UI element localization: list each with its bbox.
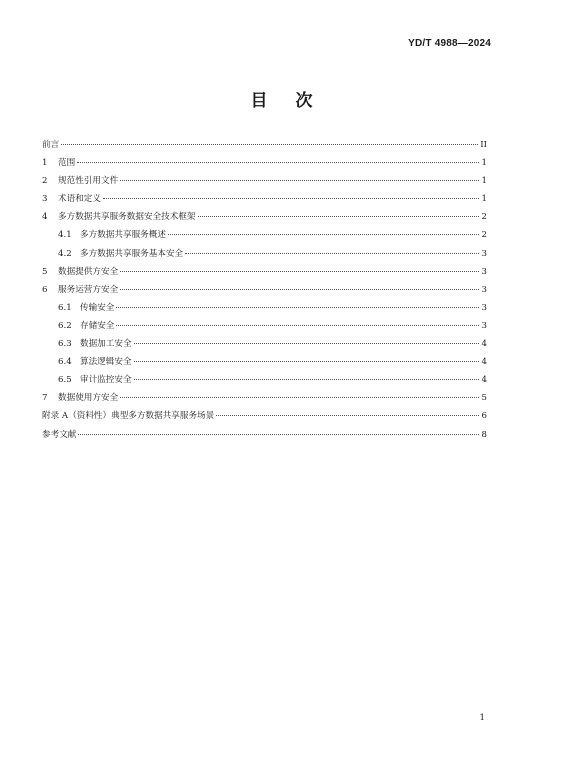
toc-entry-6[interactable]: [42, 281, 487, 299]
toc-entry-number: 6: [42, 284, 48, 295]
toc-entry-page: 1: [481, 158, 487, 169]
toc-entry-page: 8: [481, 429, 487, 440]
toc-entry-number: 5: [42, 266, 48, 277]
toc-entry-page: 3: [481, 266, 487, 277]
toc-entry-number: 3: [42, 194, 48, 205]
toc-entry-number: 2: [42, 176, 48, 187]
toc-entry-appendix-a[interactable]: [42, 407, 487, 425]
toc-entry-label: 数据使用方安全: [58, 393, 119, 404]
toc-leader-dots: [103, 197, 479, 199]
toc-entry-3[interactable]: [42, 190, 487, 208]
toc-entry-label: 附录 A（资料性）典型多方数据共享服务场景: [42, 411, 215, 422]
toc-leader-dots: [120, 396, 479, 398]
toc-entry-number: 6.1: [58, 302, 72, 313]
toc-leader-dots: [216, 414, 479, 416]
toc-entry-label: 前言: [42, 140, 60, 150]
toc-entry-page: 4: [481, 357, 487, 368]
toc-title-char-1: 目: [250, 91, 270, 111]
toc-entry-6-3[interactable]: [42, 335, 487, 353]
toc-entry-5[interactable]: [42, 263, 487, 281]
toc-entry-number: 7: [42, 393, 48, 404]
toc-entry-number: 4.2: [58, 248, 72, 259]
toc-entry-6-1[interactable]: [42, 299, 487, 317]
toc-entry-page: 5: [481, 393, 487, 404]
toc-entry-4-1[interactable]: [42, 226, 487, 244]
toc-entry-number: 6.3: [58, 339, 72, 350]
toc-entry-number: 4.1: [58, 230, 72, 241]
toc-entry-1[interactable]: [42, 154, 487, 172]
toc-entry-label: 范围: [58, 158, 76, 169]
document-code: YD/T 4988—2024: [408, 38, 491, 49]
page-number: 1: [479, 713, 485, 723]
toc-leader-dots: [120, 179, 479, 181]
toc-entry-page: 3: [481, 284, 487, 295]
toc-entry-label: 数据加工安全: [80, 339, 132, 350]
toc-entry-page: 2: [481, 212, 487, 223]
toc-entry-page: II: [480, 140, 487, 150]
toc-leader-dots: [61, 143, 478, 145]
toc-entry-label: 服务运营方安全: [58, 284, 119, 295]
toc-entry-7[interactable]: [42, 389, 487, 407]
toc-leader-dots: [185, 252, 479, 254]
toc-entry-page: 2: [481, 230, 487, 241]
toc-entry-preface[interactable]: [42, 136, 487, 154]
toc-entry-label: 数据提供方安全: [58, 266, 119, 277]
toc-entry-label: 规范性引用文件: [58, 176, 119, 187]
toc-leader-dots: [116, 306, 479, 308]
toc-entry-2[interactable]: [42, 172, 487, 190]
toc-entry-page: 4: [481, 339, 487, 350]
toc-entry-page: 3: [481, 320, 487, 331]
toc-leader-dots: [168, 233, 479, 235]
toc-entry-page: 4: [481, 375, 487, 386]
toc-title-char-2: 次: [295, 91, 315, 111]
table-of-contents: [42, 136, 487, 444]
toc-entry-label: 多方数据共享服务概述: [80, 230, 166, 241]
toc-title: [0, 86, 565, 111]
toc-entry-label: 术语和定义: [58, 194, 101, 205]
toc-entry-page: 6: [481, 411, 487, 422]
toc-entry-6-5[interactable]: [42, 371, 487, 389]
toc-entry-number: 4: [42, 212, 48, 223]
toc-leader-dots: [198, 215, 479, 217]
toc-leader-dots: [116, 324, 479, 326]
toc-entry-6-4[interactable]: [42, 353, 487, 371]
toc-entry-label: 传输安全: [80, 302, 115, 313]
toc-entry-4[interactable]: [42, 208, 487, 226]
toc-entry-6-2[interactable]: [42, 317, 487, 335]
toc-entry-page: 3: [481, 302, 487, 313]
toc-entry-page: 1: [481, 176, 487, 187]
toc-leader-dots: [134, 378, 479, 380]
toc-entry-label: 多方数据共享服务数据安全技术框架: [58, 212, 196, 223]
toc-entry-page: 1: [481, 194, 487, 205]
toc-entry-page: 3: [481, 248, 487, 259]
toc-entry-4-2[interactable]: [42, 245, 487, 263]
toc-leader-dots: [120, 270, 479, 272]
toc-entry-number: 6.4: [58, 357, 72, 368]
toc-entry-references[interactable]: [42, 426, 487, 444]
toc-entry-label: 存储安全: [80, 320, 115, 331]
toc-leader-dots: [134, 342, 479, 344]
toc-entry-number: 1: [42, 158, 48, 169]
toc-leader-dots: [134, 360, 479, 362]
toc-entry-label: 审计监控安全: [80, 375, 132, 386]
toc-entry-number: 6.5: [58, 375, 72, 386]
toc-entry-label: 算法逻辑安全: [80, 357, 132, 368]
toc-entry-label: 多方数据共享服务基本安全: [80, 248, 184, 259]
toc-leader-dots: [77, 161, 479, 163]
toc-leader-dots: [78, 433, 479, 435]
toc-entry-label: 参考文献: [42, 429, 77, 440]
toc-leader-dots: [120, 288, 479, 290]
toc-entry-number: 6.2: [58, 320, 72, 331]
